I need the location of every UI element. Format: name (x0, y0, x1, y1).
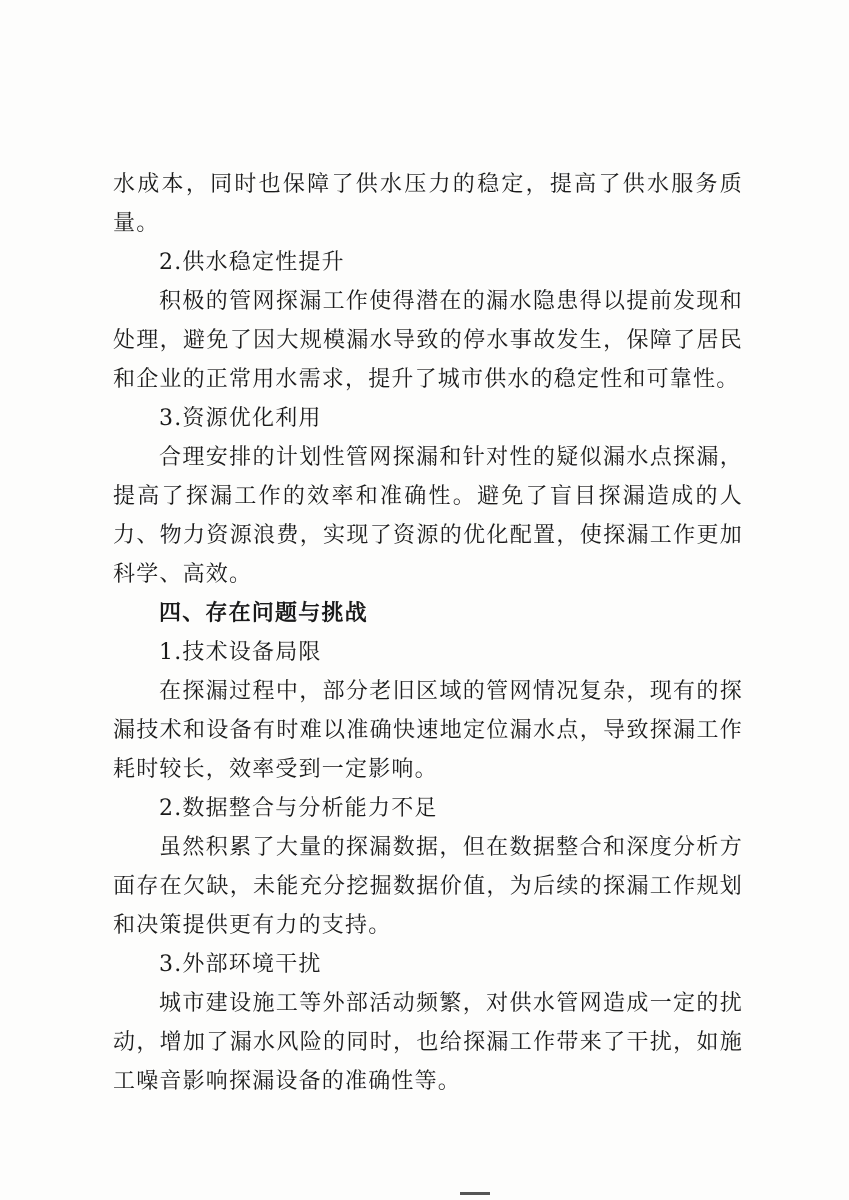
page-bottom-mark (460, 1192, 490, 1195)
paragraph-resource-optimization: 合理安排的计划性管网探漏和针对性的疑似漏水点探漏，提高了探漏工作的效率和准确性。避免了盲目探漏造成的人力、物力资源浪费，实现了资源的优化配置，使探漏工作更加科学、高效。 (113, 445, 743, 587)
subheading-tech-limits: 1.技术设备局限 (159, 640, 322, 665)
subheading-resource-optimization: 3.资源优化利用 (159, 406, 322, 431)
paragraph-supply-stability: 积极的管网探漏工作使得潜在的漏水隐患得以提前发现和处理，避免了因大规模漏水导致的停水事故发生，保障了居民和企业的正常用水需求，提升了城市供水的稳定性和可靠性。 (113, 289, 743, 392)
subheading-data-analysis: 2.数据整合与分析能力不足 (159, 796, 438, 821)
paragraph-data-analysis: 虽然积累了大量的探漏数据，但在数据整合和深度分析方面存在欠缺，未能充分挖掘数据价值，为后续的探漏工作规划和决策提供更有力的支持。 (113, 835, 743, 938)
paragraph-continuation: 水成本，同时也保障了供水压力的稳定，提高了供水服务质量。 (113, 172, 743, 236)
paragraph-tech-limits: 在探漏过程中，部分老旧区域的管网情况复杂，现有的探漏技术和设备有时难以准确快速地定位漏水点，导致探漏工作耗时较长，效率受到一定影响。 (113, 679, 743, 782)
paragraph-external-interference: 城市建设施工等外部活动频繁，对供水管网造成一定的扰动，增加了漏水风险的同时，也给探漏工作带来了干扰，如施工噪音影响探漏设备的准确性等。 (113, 991, 743, 1094)
document-body (113, 165, 743, 1101)
section-heading-problems: 四、存在问题与挑战 (159, 601, 368, 626)
subheading-external-interference: 3.外部环境干扰 (159, 952, 322, 977)
subheading-supply-stability: 2.供水稳定性提升 (159, 250, 345, 275)
